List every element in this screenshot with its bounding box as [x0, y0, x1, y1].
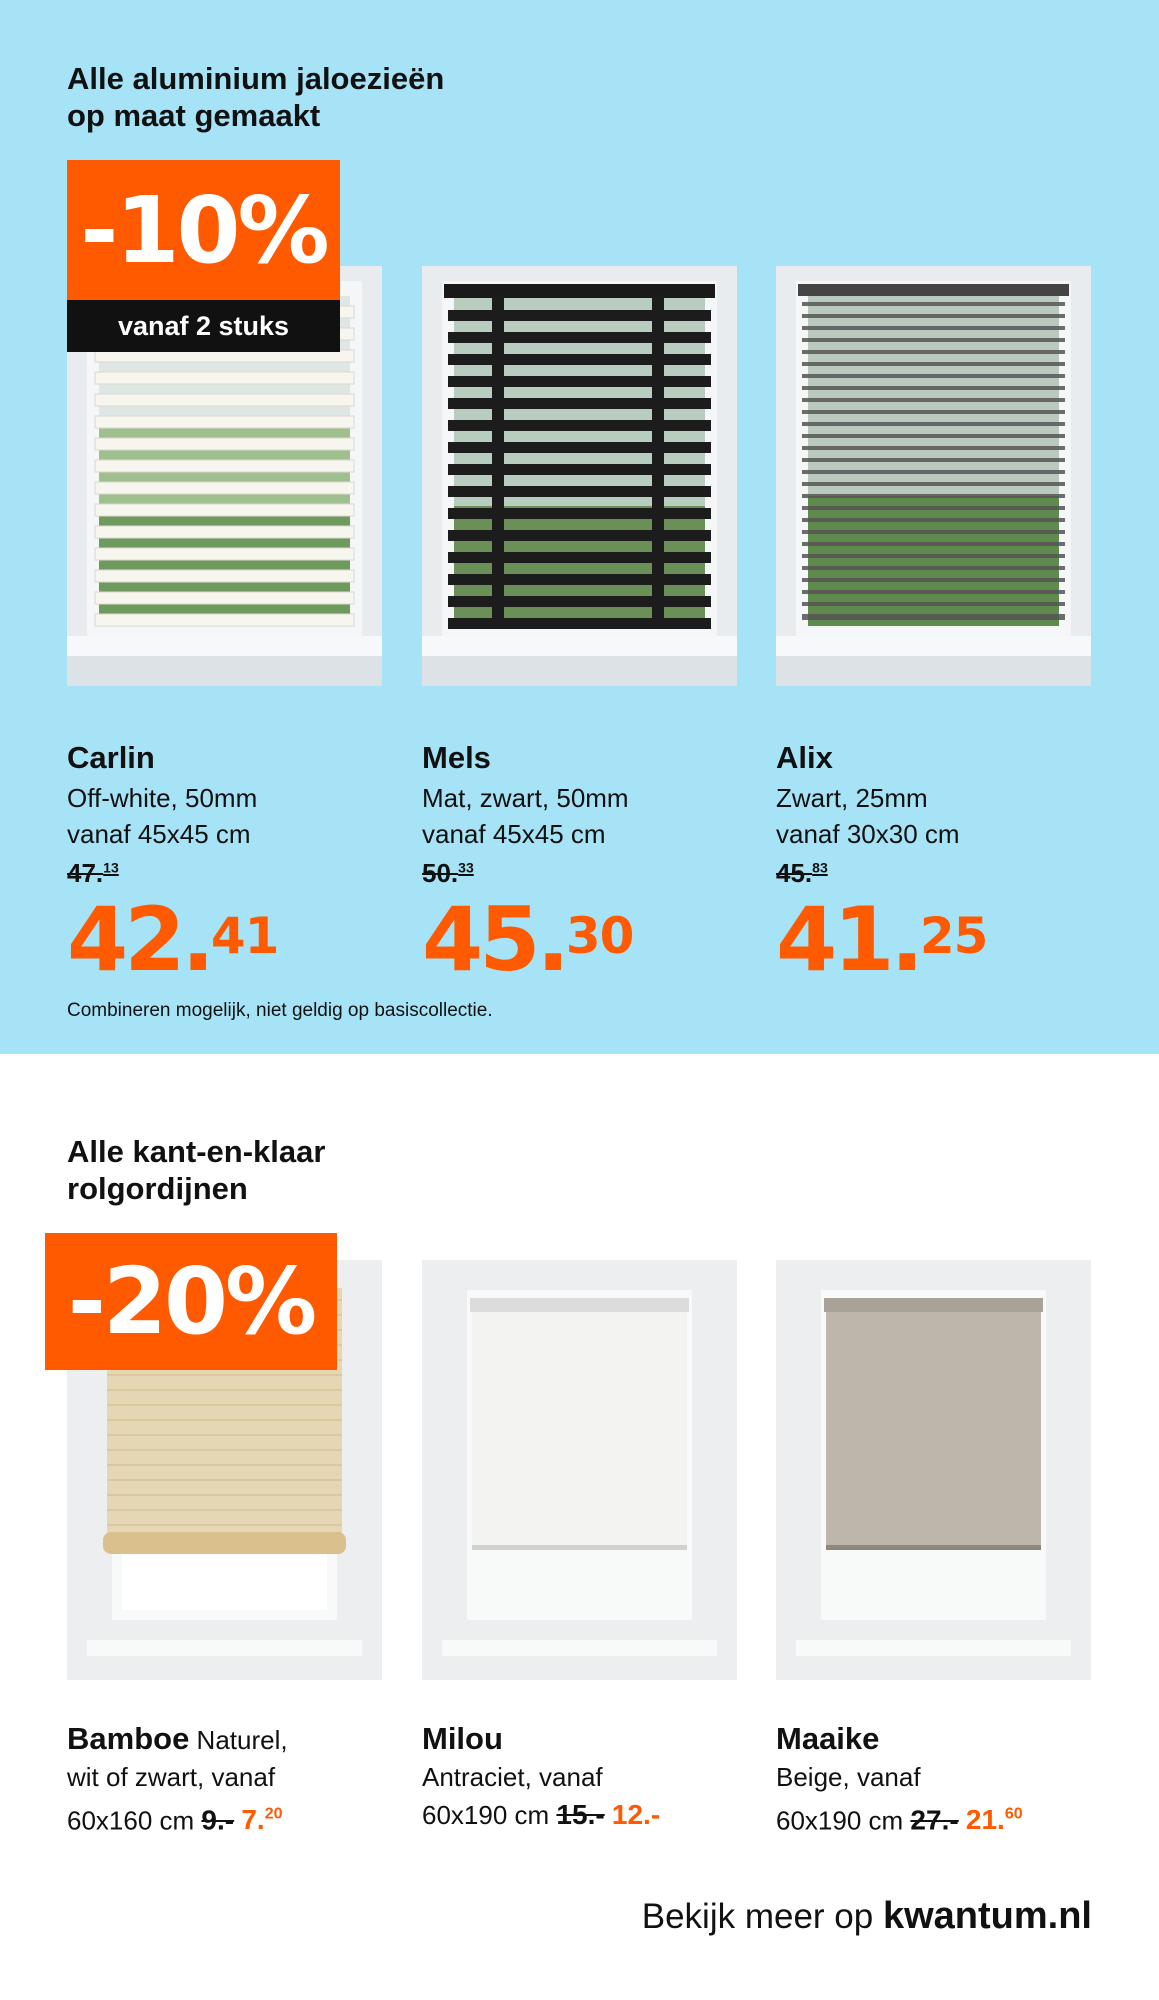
footer-link[interactable]	[642, 1895, 1092, 1938]
product-spec: wit of zwart, vanaf	[67, 1762, 276, 1792]
footer-prefix: Bekijk meer op	[641, 1897, 874, 1936]
product-size: 60x190 cm	[422, 1800, 550, 1830]
sale-price: 21.60	[965, 1804, 1023, 1836]
product-name: Maaike	[776, 1721, 880, 1756]
sale-price: 12.-	[611, 1799, 661, 1830]
old-price: 9.-	[201, 1804, 235, 1836]
old-price: 45.83	[776, 858, 828, 888]
section-heading-roller-blinds	[67, 1133, 325, 1207]
sale-price: 41.25	[776, 888, 988, 991]
product-name: Mels	[422, 740, 491, 775]
product-size: 60x160 cm	[67, 1805, 195, 1836]
heading-line-1: Alle aluminium jaloezieën	[67, 61, 445, 96]
product-name: Alix	[776, 740, 833, 775]
product-title-line	[67, 1720, 288, 1759]
sale-price: 45.30	[422, 888, 634, 991]
discount-badge-20: -20%	[45, 1233, 337, 1370]
product-spec: Zwart, 25mm	[776, 783, 928, 813]
sale-price: 7.20	[241, 1804, 283, 1836]
product-desc: Naturel,	[196, 1725, 288, 1755]
price-line	[776, 1796, 1023, 1839]
product-size: 60x190 cm	[776, 1805, 904, 1836]
heading-line-2: rolgordijnen	[67, 1171, 248, 1206]
product-size: vanaf 45x45 cm	[422, 819, 606, 849]
product-spec: Mat, zwart, 50mm	[422, 783, 629, 813]
old-price: 27.-	[910, 1804, 959, 1836]
old-price: 15.-	[556, 1799, 605, 1830]
product-image-maaike[interactable]	[776, 1260, 1091, 1680]
heading-line-1: Alle kant-en-klaar	[67, 1134, 326, 1169]
heading-line-2: op maat gemaakt	[67, 98, 321, 133]
site-link[interactable]: kwantum.nl	[882, 1895, 1092, 1937]
price-line	[422, 1796, 660, 1834]
product-name: Milou	[422, 1721, 503, 1756]
discount-badge-10: -10%	[67, 160, 340, 300]
product-image-alix[interactable]	[776, 266, 1091, 686]
section-heading-blinds	[67, 60, 444, 134]
product-image-milou[interactable]	[422, 1260, 737, 1680]
old-price: 50.33	[422, 858, 474, 888]
product-name: Bamboe	[67, 1721, 190, 1756]
product-size: vanaf 45x45 cm	[67, 819, 251, 849]
product-title-line	[776, 1720, 879, 1759]
product-title-line	[422, 1720, 503, 1759]
product-name: Carlin	[67, 740, 155, 775]
sale-price: 42.41	[67, 888, 279, 991]
product-spec: Beige, vanaf	[776, 1762, 921, 1792]
product-size: vanaf 30x30 cm	[776, 819, 960, 849]
disclaimer-note: Combineren mogelijk, niet geldig op basiscollectie.	[67, 1000, 493, 1021]
product-spec: Off-white, 50mm	[67, 783, 258, 813]
product-image-mels[interactable]	[422, 266, 737, 686]
product-spec: Antraciet, vanaf	[422, 1762, 603, 1792]
discount-condition-badge: vanaf 2 stuks	[67, 300, 340, 352]
old-price: 47.13	[67, 858, 119, 888]
price-line	[67, 1796, 283, 1839]
